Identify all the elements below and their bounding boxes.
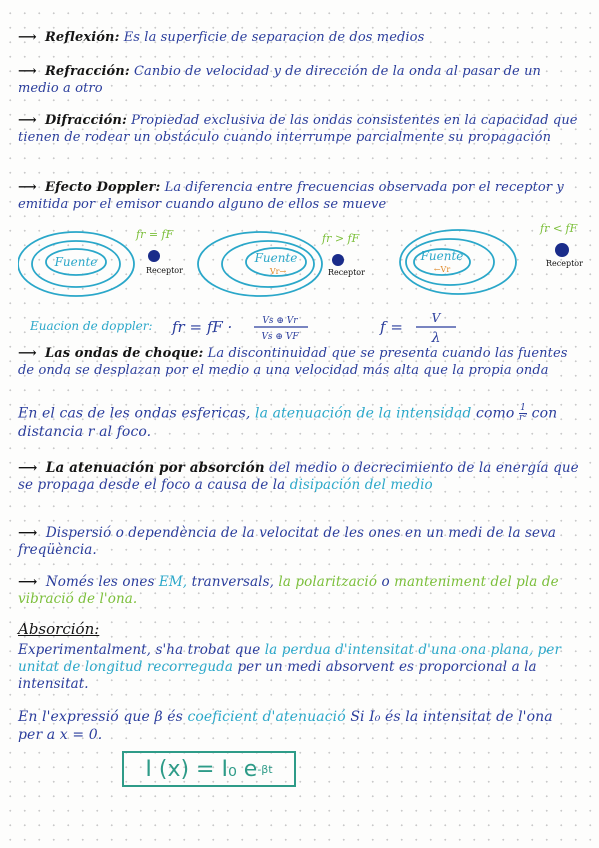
expressio-note (18, 708, 580, 744)
equation-lhs: fr = fF · (172, 318, 233, 336)
experimental-t1: Experimentalment, s'ha trobat que (18, 642, 261, 658)
esfericas-note (18, 404, 580, 441)
equation-numerator: Vs ⊕ Vr (262, 316, 298, 326)
expressio-t1: En l'expressió que β és (18, 709, 183, 725)
receiver-dot (148, 250, 160, 262)
doppler-diagram (18, 222, 588, 302)
equation-label: Euacion de doppler: (30, 319, 153, 333)
difraccion-term: Difracción: (44, 113, 127, 128)
receiver-label: Receptor (546, 259, 583, 268)
wave-eq-den: λ (431, 330, 441, 346)
formula-exponent: -βt (257, 762, 273, 776)
refraccion-term: Refracción: (44, 64, 130, 79)
doppler-case-approach (198, 232, 365, 296)
arrow-icon: ⟶ (18, 460, 38, 476)
difraccion-text: Propiedad exclusiva de las ondas consistentes en la capacidad que tienen de rodear un obstáculo cuando interrumpe parcialmente su propagación (18, 113, 578, 145)
polaritzacio-t2: EM, (158, 574, 188, 590)
attenuation-formula (122, 751, 296, 787)
choque-note (18, 346, 580, 379)
receiver-dot (332, 254, 344, 266)
source-label: Fuente (420, 249, 464, 263)
doppler-note (18, 180, 580, 213)
absorcion-term: La atenuación por absorción (45, 460, 265, 476)
esfericas-t3: como (476, 405, 515, 422)
arrow-icon: ⟶ (18, 574, 38, 590)
absorcion-note (18, 460, 580, 494)
absorcion-heading: Absorción: (18, 620, 100, 638)
reflexion-term: Reflexión: (44, 30, 120, 45)
doppler-equation (30, 310, 570, 346)
polaritzacio-t3: tranversals, (191, 574, 274, 590)
arrow-icon: ⟶ (18, 113, 37, 128)
case2-vector: Vr→ (269, 267, 287, 276)
choque-text: La discontinuidad que se presenta cuando las fuentes de onda se desplazan por el medio a una velocidad más alta que la propia onda (18, 346, 568, 378)
difraccion-note (18, 113, 580, 146)
doppler-term: Efecto Doppler: (44, 180, 161, 195)
case2-label: fr > fF (322, 232, 360, 245)
esfericas-fraction: $\frac{1}{\text{r²}}$ (518, 403, 528, 423)
receiver-dot (555, 243, 569, 257)
source-label: Fuente (254, 251, 298, 265)
wave-eq-num: V (431, 311, 441, 325)
doppler-case-recede (400, 222, 583, 294)
arrow-icon: ⟶ (18, 525, 38, 541)
esfericas-t4: con distancia r al foco. (18, 405, 558, 440)
equation-denominator: Vs ⊕ VF (261, 332, 299, 342)
absorcion-t2: disipación del medio (289, 477, 433, 493)
choque-term: Las ondas de choque: (44, 346, 204, 361)
case3-vector: ←Vr (433, 265, 451, 274)
doppler-case-static (18, 228, 183, 296)
dispersio-note (18, 525, 580, 559)
receiver-label: Receptor (328, 268, 365, 277)
polaritzacio-t6: manteniment del pla de vibració de l'ona. (18, 574, 559, 607)
arrow-icon: ⟶ (18, 64, 37, 79)
arrow-icon: ⟶ (18, 30, 37, 45)
esfericas-t2: la atenuación de la intensidad (255, 405, 472, 422)
refraccion-note (18, 64, 580, 97)
expressio-t3: Si I₀ és la intensitat de l'ona per a x = 0. (18, 709, 553, 743)
esfericas-t1: En el cas de les ondas esfericas, (18, 405, 251, 422)
arrow-icon: ⟶ (18, 180, 37, 195)
reflexion-note (18, 30, 580, 47)
receiver-label: Receptor (146, 266, 183, 275)
arrow-icon: ⟶ (18, 346, 37, 361)
case3-label: fr < fF (540, 222, 578, 235)
experimental-t3: per un medi absorvent es proporcional a la intensitat. (18, 659, 537, 692)
case1-label: fr = fF (136, 228, 174, 241)
polaritzacio-t4: la polarització (278, 574, 378, 590)
doppler-text: La diferencia entre frecuencias observada por el receptor y emitida por el emisor cuando alguno de ellos se mueve (18, 180, 564, 212)
polaritzacio-t5: o (381, 574, 390, 590)
source-label: Fuente (54, 255, 98, 269)
reflexion-text: Es la superficie de separacion de dos medios (123, 30, 425, 45)
experimental-note (18, 642, 580, 693)
formula-base: I (x) = I₀ e (145, 756, 258, 782)
expressio-t2: coeficient d'atenuació (187, 709, 346, 725)
experimental-t2: la perdua d'intensitat d'una ona plana, per unitat de longitud recorreguda (18, 642, 562, 675)
absorcion-t1: del medio o decrecimiento de la energía que se propaga desde el foco a causa de la (18, 460, 579, 493)
polaritzacio-note (18, 574, 580, 608)
wave-eq-lhs: f = (380, 318, 403, 336)
refraccion-text: Canbio de velocidad y de dirección de la onda al pasar de un medio a otro (18, 64, 542, 96)
dispersio-text: Dispersió o dependència de la velocitat de les ones en un medi de la seva freqüència. (18, 525, 556, 558)
polaritzacio-t1: Només les ones (45, 574, 155, 590)
